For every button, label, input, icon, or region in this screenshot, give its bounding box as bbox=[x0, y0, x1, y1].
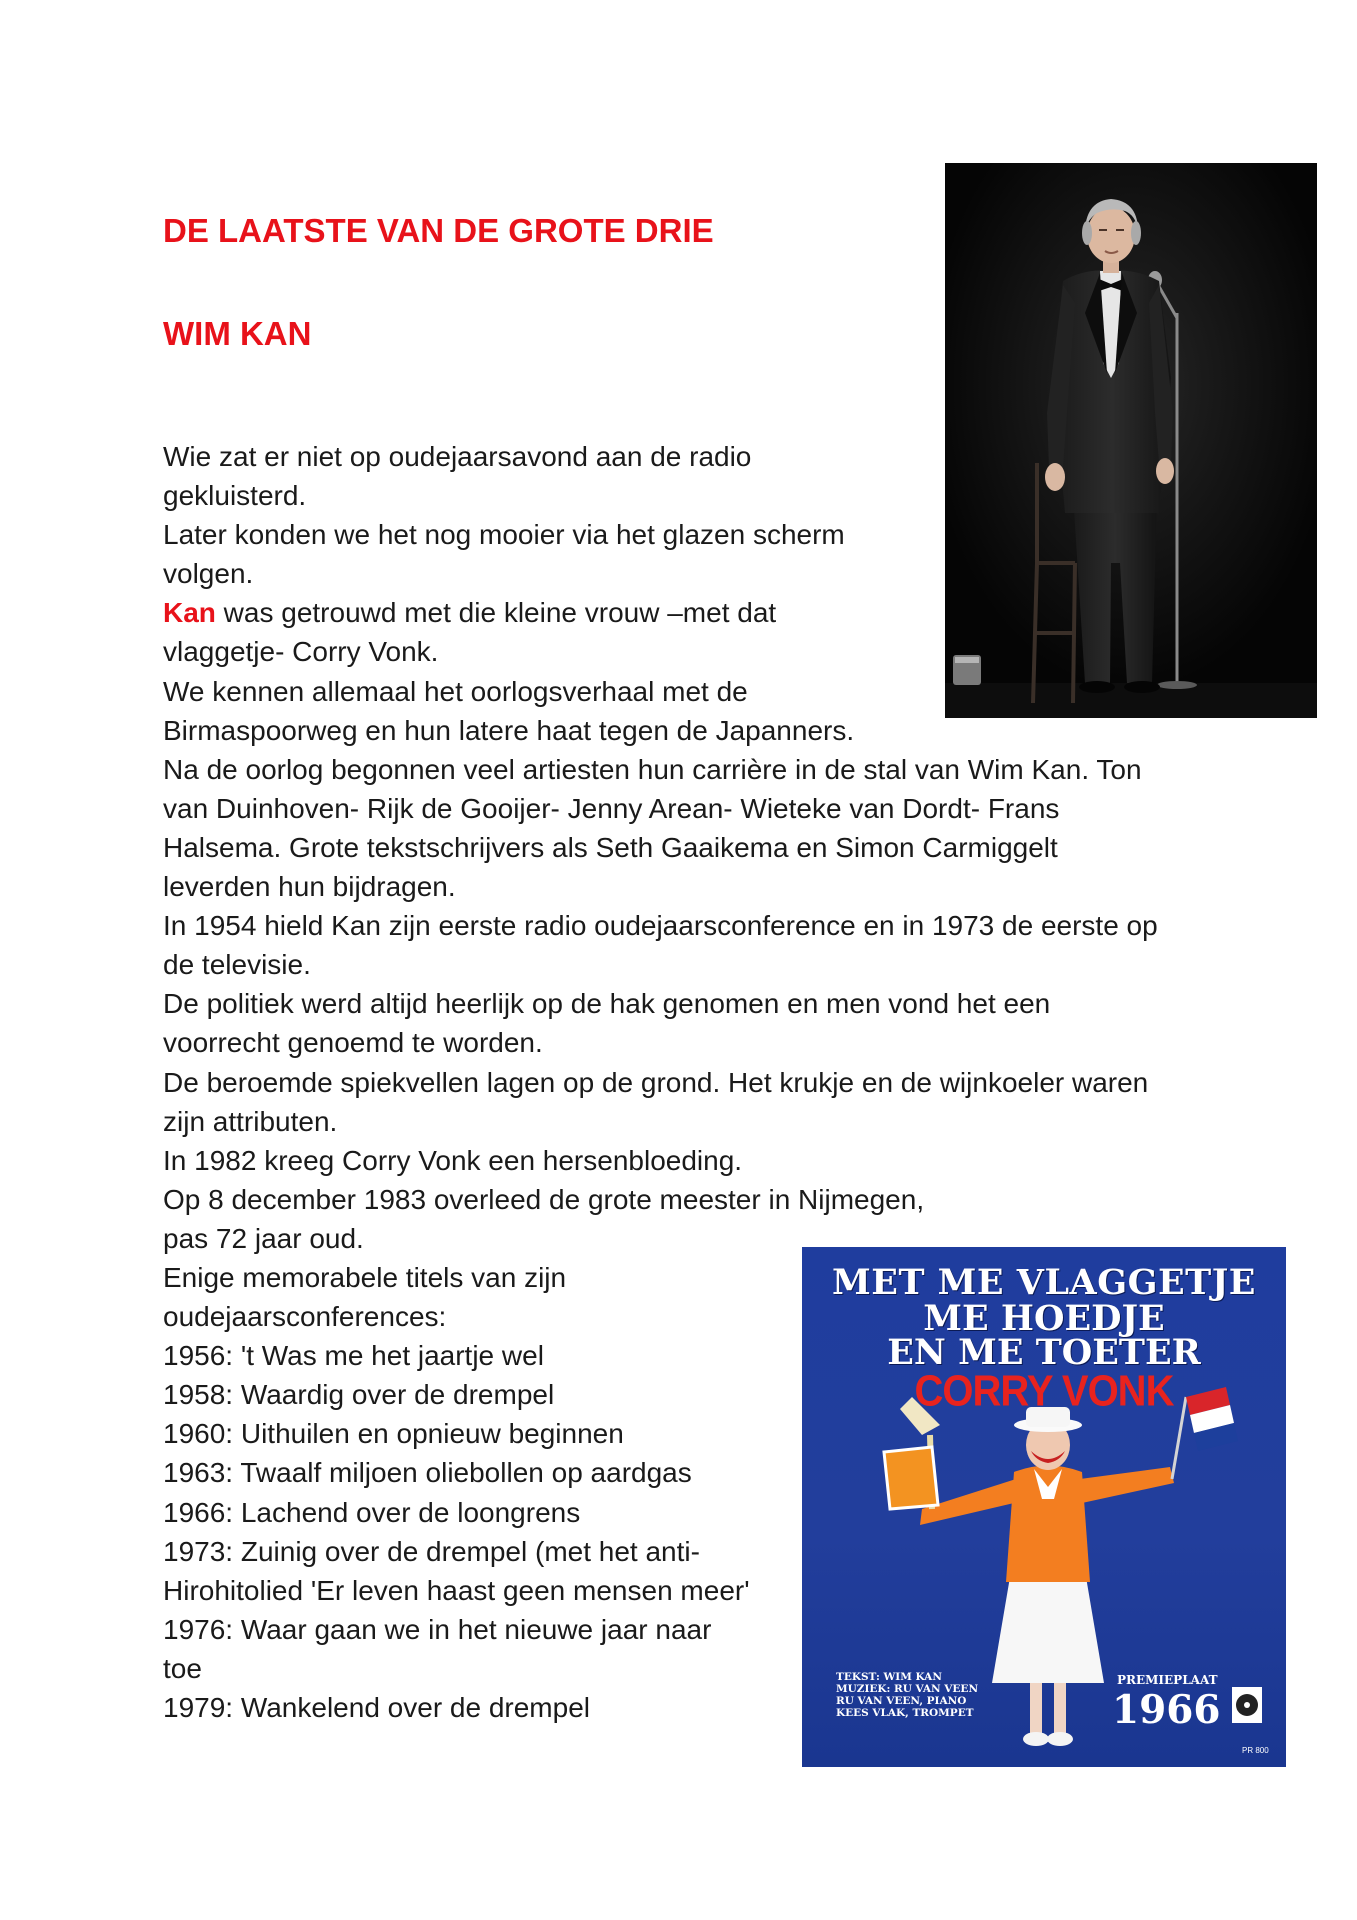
body-line: Wie zat er niet op oudejaarsavond aan de radio bbox=[163, 441, 752, 472]
credit-line: KEES VLAK, TROMPET bbox=[836, 1707, 974, 1719]
list-item: 1973: Zuinig over de drempel (met het anti- bbox=[163, 1535, 700, 1567]
list-item: 1966: Lachend over de loongrens bbox=[163, 1496, 581, 1528]
record-sleeve-image bbox=[802, 1247, 1286, 1767]
body-line: Op 8 december 1983 overleed de grote meester in Nijmegen, bbox=[163, 1183, 925, 1215]
body-line: Na de oorlog begonnen veel artiesten hun carrière in de stal van Wim Kan. Ton bbox=[163, 753, 1142, 785]
body-line: pas 72 jaar oud. bbox=[163, 1222, 364, 1254]
list-item: 1956: 't Was me het jaartje wel bbox=[163, 1340, 544, 1372]
body-line: Later konden we het nog mooier via het glazen scherm bbox=[163, 519, 845, 551]
body-line: zijn attributen. bbox=[163, 1105, 338, 1137]
list-item: 1979: Wankelend over de drempel bbox=[163, 1692, 590, 1723]
premie-label: PREMIEPLAAT bbox=[1117, 1673, 1218, 1687]
document-title: DE LAATSTE VAN DE GROTE DRIE bbox=[163, 212, 714, 249]
document-subtitle: WIM KAN bbox=[163, 315, 312, 352]
catalog-number: PR 800 bbox=[1242, 1746, 1269, 1755]
body-line: In 1982 kreeg Corry Vonk een hersenbloeding. bbox=[163, 1144, 743, 1176]
list-item: 1960: Uithuilen en opnieuw beginnen bbox=[163, 1418, 624, 1450]
body-line: de televisie. bbox=[163, 949, 311, 981]
body-line: oudejaarsconferences: bbox=[163, 1301, 447, 1333]
credit-line: MUZIEK: RU VAN VEEN bbox=[836, 1683, 979, 1695]
body-line: De beroemde spiekvellen lagen op de grond. Het krukje en de wijnkoeler waren bbox=[163, 1066, 1149, 1098]
credit-line: RU VAN VEEN, PIANO bbox=[836, 1695, 967, 1707]
list-item: 1963: Twaalf miljoen oliebollen op aardgas bbox=[163, 1457, 692, 1489]
list-item: 1976: Waar gaan we in het nieuwe jaar naar bbox=[163, 1613, 712, 1645]
body-line: voorrecht genoemd te worden. bbox=[163, 1027, 543, 1059]
sleeve-credits bbox=[836, 1671, 978, 1719]
sleeve-title-line: ME HOEDJE bbox=[923, 1298, 1165, 1339]
body-line: volgen. bbox=[163, 558, 254, 590]
list-item: 1958: Waardig over de drempel bbox=[163, 1379, 555, 1411]
body-line: vlaggetje- Corry Vonk. bbox=[163, 636, 439, 668]
sleeve-title-line: MET ME VLAGGETJE bbox=[832, 1262, 1256, 1303]
performer-illustration bbox=[945, 163, 1317, 718]
sleeve-title-line: EN ME TOETER bbox=[887, 1332, 1201, 1373]
body-line: leverden hun bijdragen. bbox=[163, 871, 456, 903]
body-line: Birmaspoorweg en hun latere haat tegen de Japanners. bbox=[163, 714, 855, 746]
list-item: Hirohitolied 'Er leven haast geen mensen meer' bbox=[163, 1574, 750, 1606]
body-line: van Duinhoven- Rijk de Gooijer- Jenny Arean- Wieteke van Dordt- Frans bbox=[163, 792, 1060, 824]
sleeve-artist: CORRY VONK bbox=[914, 1366, 1174, 1416]
credit-line: TEKST: WIM KAN bbox=[836, 1671, 942, 1683]
body-line: Halsema. Grote tekstschrijvers als Seth Gaaikema en Simon Carmiggelt bbox=[163, 831, 1058, 863]
body-line: We kennen allemaal het oorlogsverhaal met de bbox=[163, 675, 748, 707]
body-line: De politiek werd altijd heerlijk op de hak genomen en men vond het een bbox=[163, 988, 1051, 1020]
highlighted-name: Kan bbox=[163, 597, 216, 629]
body-line: Enige memorabele titels van zijn bbox=[163, 1261, 567, 1293]
body-line-rest: was getrouwd met die kleine vrouw –met dat bbox=[215, 597, 777, 629]
list-item: toe bbox=[163, 1652, 202, 1684]
performer-photo bbox=[945, 163, 1317, 718]
premie-year: 1966 bbox=[1112, 1687, 1221, 1733]
body-line: In 1954 hield Kan zijn eerste radio oudejaarsconference en in 1973 de eerste op bbox=[163, 910, 1158, 942]
body-line: gekluisterd. bbox=[163, 480, 307, 512]
